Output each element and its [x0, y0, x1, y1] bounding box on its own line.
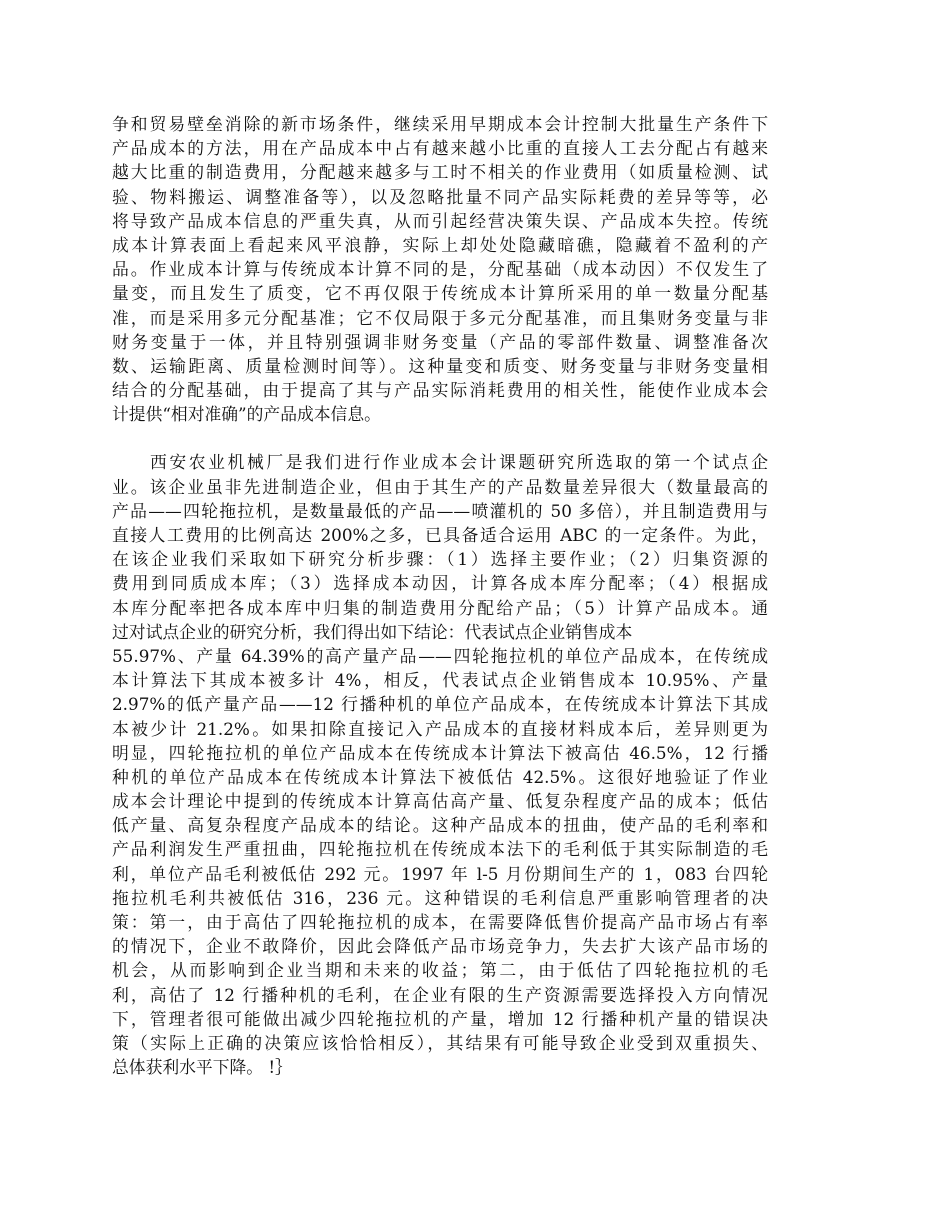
- text-line: 准，而是采用多元分配基准；它不仅局限于多元分配基准，而且集财务变量与非: [112, 307, 768, 328]
- text-line: 将导致产品成本信息的严重失真，从而引起经营决策失误、产品成本失控。传统: [112, 210, 768, 231]
- paragraph-2: [112, 450, 768, 1079]
- document-page: [112, 112, 768, 1079]
- text-line: 总体获利水平下降。 !｝: [112, 1057, 292, 1078]
- text-line: 下，管理者很可能做出减少四轮拖拉机的产量，增加 12 行播种机产量的错误决: [112, 1008, 768, 1029]
- text-line: 种机的单位产品成本在传统成本计算法下被低估 42.5%。这很好地验证了作业: [112, 766, 768, 787]
- text-line: 争和贸易壁垒消除的新市场条件，继续采用早期成本会计控制大批量生产条件下: [112, 114, 768, 134]
- text-line: 成本计算表面上看起来风平浪静，实际上却处处隐藏暗礁，隐藏着不盈利的产: [112, 234, 768, 255]
- text-line: 明显，四轮拖拉机的单位产品成本在传统成本计算法下被高估 46.5%，12 行播: [112, 742, 768, 763]
- text-line: 品。作业成本计算与传统成本计算不同的是，分配基础（成本动因）不仅发生了: [112, 259, 768, 280]
- text-line: 2.97%的低产量产品——12 行播种机的单位产品成本，在传统成本计算法下其成: [112, 694, 768, 715]
- text-line: 拖拉机毛利共被低估 316，236 元。这种错误的毛利信息严重影响管理者的决: [112, 887, 768, 908]
- text-line: 直接人工费用的比例高达 200%之多，已具备适合运用 ABC 的一定条件。为此，: [112, 525, 768, 545]
- text-line: 机会，从而影响到企业当期和未来的收益；第二，由于低估了四轮拖拉机的毛: [112, 960, 768, 981]
- text-line: 策：第一，由于高估了四轮拖拉机的成本，在需要降低售价提高产品市场占有率: [112, 912, 768, 932]
- text-line: 过对试点企业的研究分析，我们得出如下结论：代表试点企业销售成本: [112, 621, 633, 642]
- text-line: 结合的分配基础，由于提高了其与产品实际消耗费用的相关性，能使作业成本会: [112, 380, 768, 401]
- paragraph-1: [112, 112, 768, 426]
- text-line: 成本会计理论中提到的传统成本计算高估高产量、低复杂程度产品的成本；低估: [112, 791, 768, 812]
- text-line: 低产量、高复杂程度产品成本的结论。这种产品成本的扭曲，使产品的毛利率和: [112, 815, 768, 836]
- text-line: 55.97%、产量 64.39%的高产量产品——四轮拖拉机的单位产品成本，在传统成: [112, 645, 768, 666]
- text-line: 利，高估了 12 行播种机的毛利，在企业有限的生产资源需要选择投入方向情况: [112, 984, 768, 1005]
- paragraph-gap: [112, 426, 768, 450]
- text-line: 财务变量于一体，并且特别强调非财务变量（产品的零部件数量、调整准备次: [112, 331, 768, 352]
- text-line: 本计算法下其成本被多计 4%，相反，代表试点企业销售成本 10.95%、产量: [112, 670, 768, 691]
- text-line: 策（实际上正确的决策应该恰恰相反），其结果有可能导致企业受到双重损失、: [112, 1032, 768, 1053]
- text-line: 产品——四轮拖拉机，是数量最低的产品——喷灌机的 50 多倍），并且制造费用与: [112, 500, 768, 521]
- text-line: 数、运输距离、质量检测时间等）。这种量变和质变、财务变量与非财务变量相: [112, 355, 768, 376]
- text-line: 计提供“相对准确”的产品成本信息。: [112, 404, 381, 425]
- text-line: 量变，而且发生了质变，它不再仅限于传统成本计算所采用的单一数量分配基: [112, 283, 768, 304]
- text-line: 本被少计 21.2%。如果扣除直接记入产品成本的直接材料成本后，差异则更为: [112, 718, 768, 739]
- text-line: 越大比重的制造费用，分配越来越多与工时不相关的作业费用（如质量检测、试: [112, 162, 768, 183]
- text-line: 本库分配率把各成本库中归集的制造费用分配给产品；（5）计算产品成本。通: [112, 597, 768, 618]
- text-line: 西安农业机械厂是我们进行作业成本会计课题研究所选取的第一个试点企: [150, 452, 768, 473]
- text-line: 产品利润发生严重扭曲，四轮拖拉机在传统成本法下的毛利低于其实际制造的毛: [112, 839, 768, 860]
- text-line: 业。该企业虽非先进制造企业，但由于其生产的产品数量差异很大（数量最高的: [112, 476, 768, 497]
- text-line: 费用到同质成本库；（3）选择成本动因，计算各成本库分配率；（4）根据成: [112, 573, 768, 594]
- text-line: 的情况下，企业不敢降价，因此会降低产品市场竞争力，失去扩大该产品市场的: [112, 936, 768, 957]
- text-line: 在该企业我们采取如下研究分析步骤：（1）选择主要作业；（2）归集资源的: [112, 549, 768, 570]
- text-line: 产品成本的方法，用在产品成本中占有越来越小比重的直接人工去分配占有越来: [112, 138, 768, 159]
- text-line: 利，单位产品毛利被低估 292 元。1997 年 l-5 月份期间生产的 1，083 台四轮: [112, 863, 768, 884]
- text-line: 验、物料搬运、调整准备等），以及忽略批量不同产品实际耗费的差异等等，必: [112, 186, 768, 207]
